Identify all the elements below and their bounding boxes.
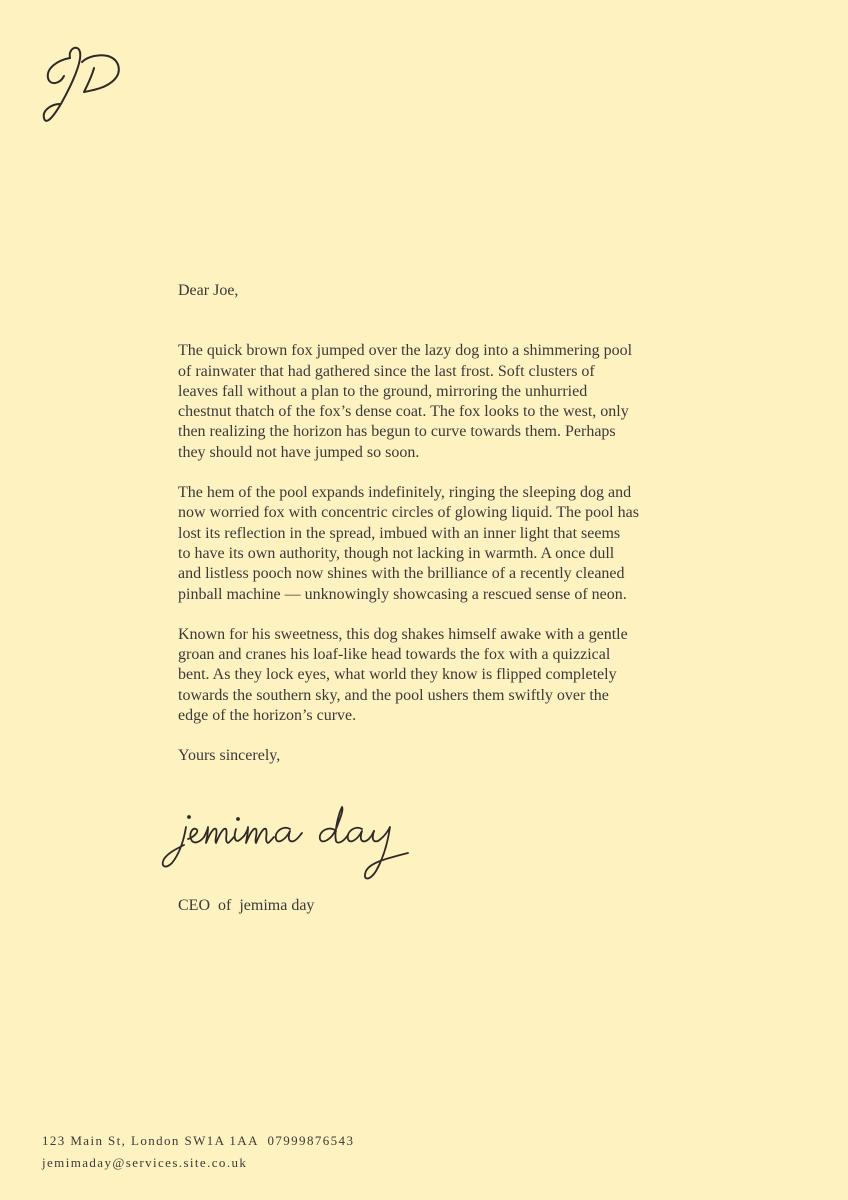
paragraph-3: Known for his sweetness, this dog shakes himself awake with a gentle groan and cranes his loaf-like head towards the fox with a quizzical bent. As they lock eyes, what world they know is flipped completely towards the southern sky, and the pool ushers them swiftly over the edge of the horizon’s curve.	[178, 625, 628, 725]
footer-address: 123 Main St, London SW1A 1AA 07999876543	[42, 1133, 355, 1148]
closing: Yours sincerely,	[178, 747, 281, 765]
paragraph-2: The hem of the pool expands indefinitely, ringing the sleeping dog and now worried fox with concentric circles of glowing liquid. The pool has lost its reflection in the spread, imbued with an inner light that seems to have its own authority, though not lacking in warmth. A once dull and listless pooch now shines with the brilliance of a recently cleaned pinball machine — unknowingly showcasing a rescued sense of neon.	[178, 484, 639, 603]
footer-contact	[42, 1130, 354, 1174]
letter-body	[178, 281, 678, 767]
signatory-title: CEO of jemima day	[178, 897, 315, 914]
paragraph-1: The quick brown fox jumped over the lazy dog into a shimmering pool of rainwater that had gathered since the last frost. Soft clusters of leaves fall without a plan to the ground, mirroring the unhurried chestnut thatch of the fox’s dense coat. The fox looks to the west, only then realizing the horizon has begun to curve towards them. Perhaps they should not have jumped so soon.	[178, 342, 633, 461]
footer-email: jemimaday@services.site.co.uk	[42, 1155, 248, 1170]
salutation: Dear Joe,	[178, 282, 239, 299]
signature	[158, 805, 420, 883]
monogram-logo	[38, 38, 128, 130]
